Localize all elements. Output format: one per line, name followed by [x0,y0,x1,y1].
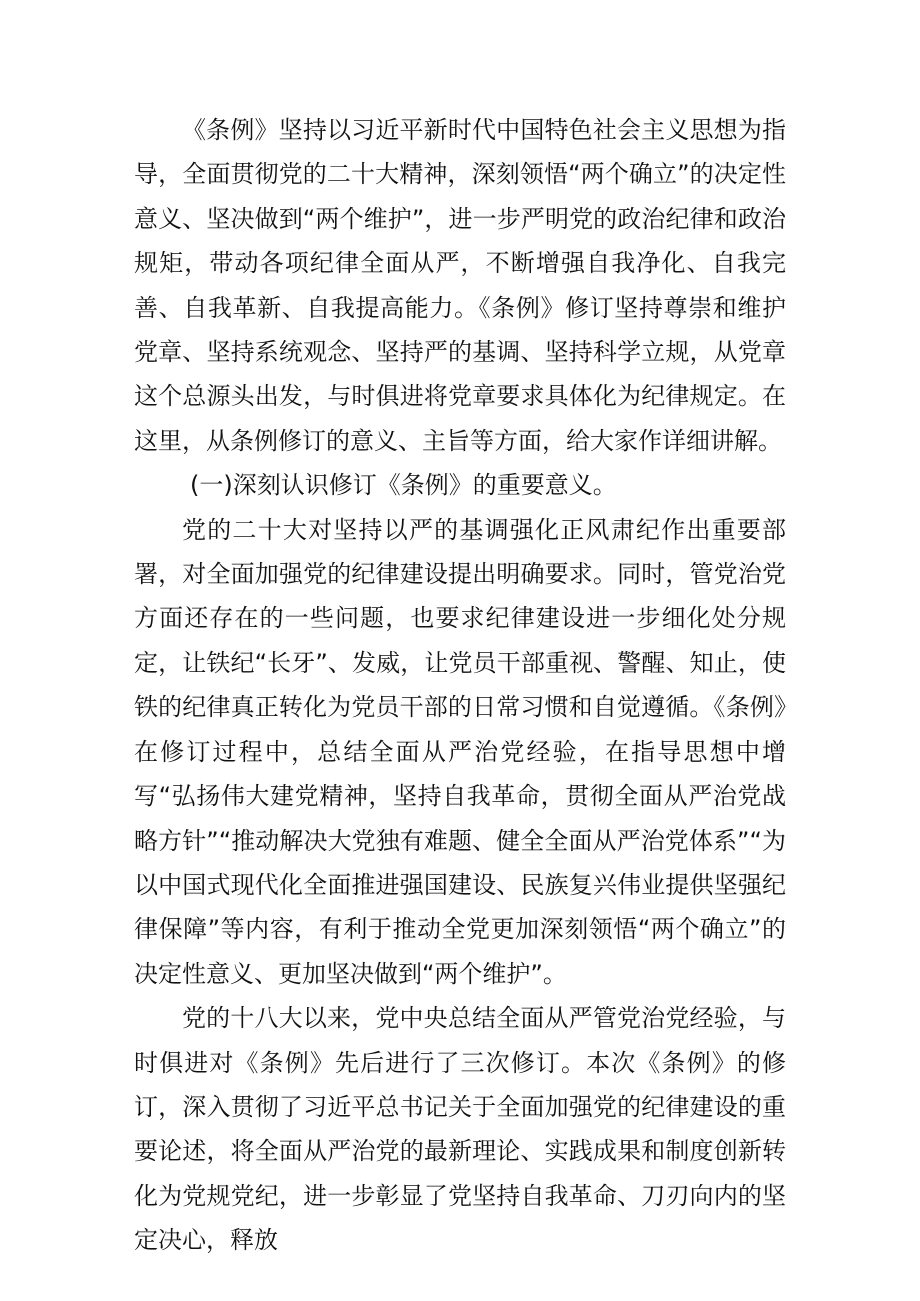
section-heading: (一)深刻认识修订《条例》的重要意义。 [190,471,617,500]
paragraph-significance: 党的二十大对坚持以严的基调强化正风肃纪作出重要部署，对全面加强党的纪律建设提出明确要求。同时，管党治党方面还存在的一些问题，也要求纪律建设进一步细化处分规定，让铁纪“长牙”、发威，让党员干部重视、警醒、知止，使铁的纪律真正转化为党员干部的日常习惯和自觉遵循。《条例》在修订过程中，总结全面从严治党经验，在指导思想中增写“弘扬伟大建党精神，坚持自我革命，贯彻全面从严治党战略方针”“推动解决大党独有难题、健全全面从严治党体系”“为以中国式现代化全面推进强国建设、民族复兴伟业提供坚强纪律保障”等内容，有利于推动全党更加深刻领悟“两个确立”的决定性意义、更加坚决做到“两个维护”。 [134,515,786,988]
document-body [134,108,786,1263]
paragraph-intro: 《条例》坚持以习近平新时代中国特色社会主义思想为指导，全面贯彻党的二十大精神，深刻领悟“两个确立”的决定性意义、坚决做到“两个维护”，进一步严明党的政治纪律和政治规矩，带动各项纪律全面从严，不断增强自我净化、自我完善、自我革新、自我提高能力。《条例》修订坚持尊崇和维护党章、坚持系统观念、坚持严的基调、坚持科学立规，从党章这个总源头出发，与时俱进将党章要求具体化为纪律规定。在这里，从条例修订的意义、主旨等方面，给大家作详细讲解。 [134,116,786,455]
paragraph-revision-history: 党的十八大以来，党中央总结全面从严管党治党经验，与时俱进对《条例》先后进行了三次修订。本次《条例》的修订，深入贯彻了习近平总书记关于全面加强党的纪律建设的重要论述，将全面从严治党的最新理论、实践成果和制度创新转化为党规党纪，进一步彰显了党坚持自我革命、刀刃向内的坚定决心，释放 [134,1004,786,1255]
